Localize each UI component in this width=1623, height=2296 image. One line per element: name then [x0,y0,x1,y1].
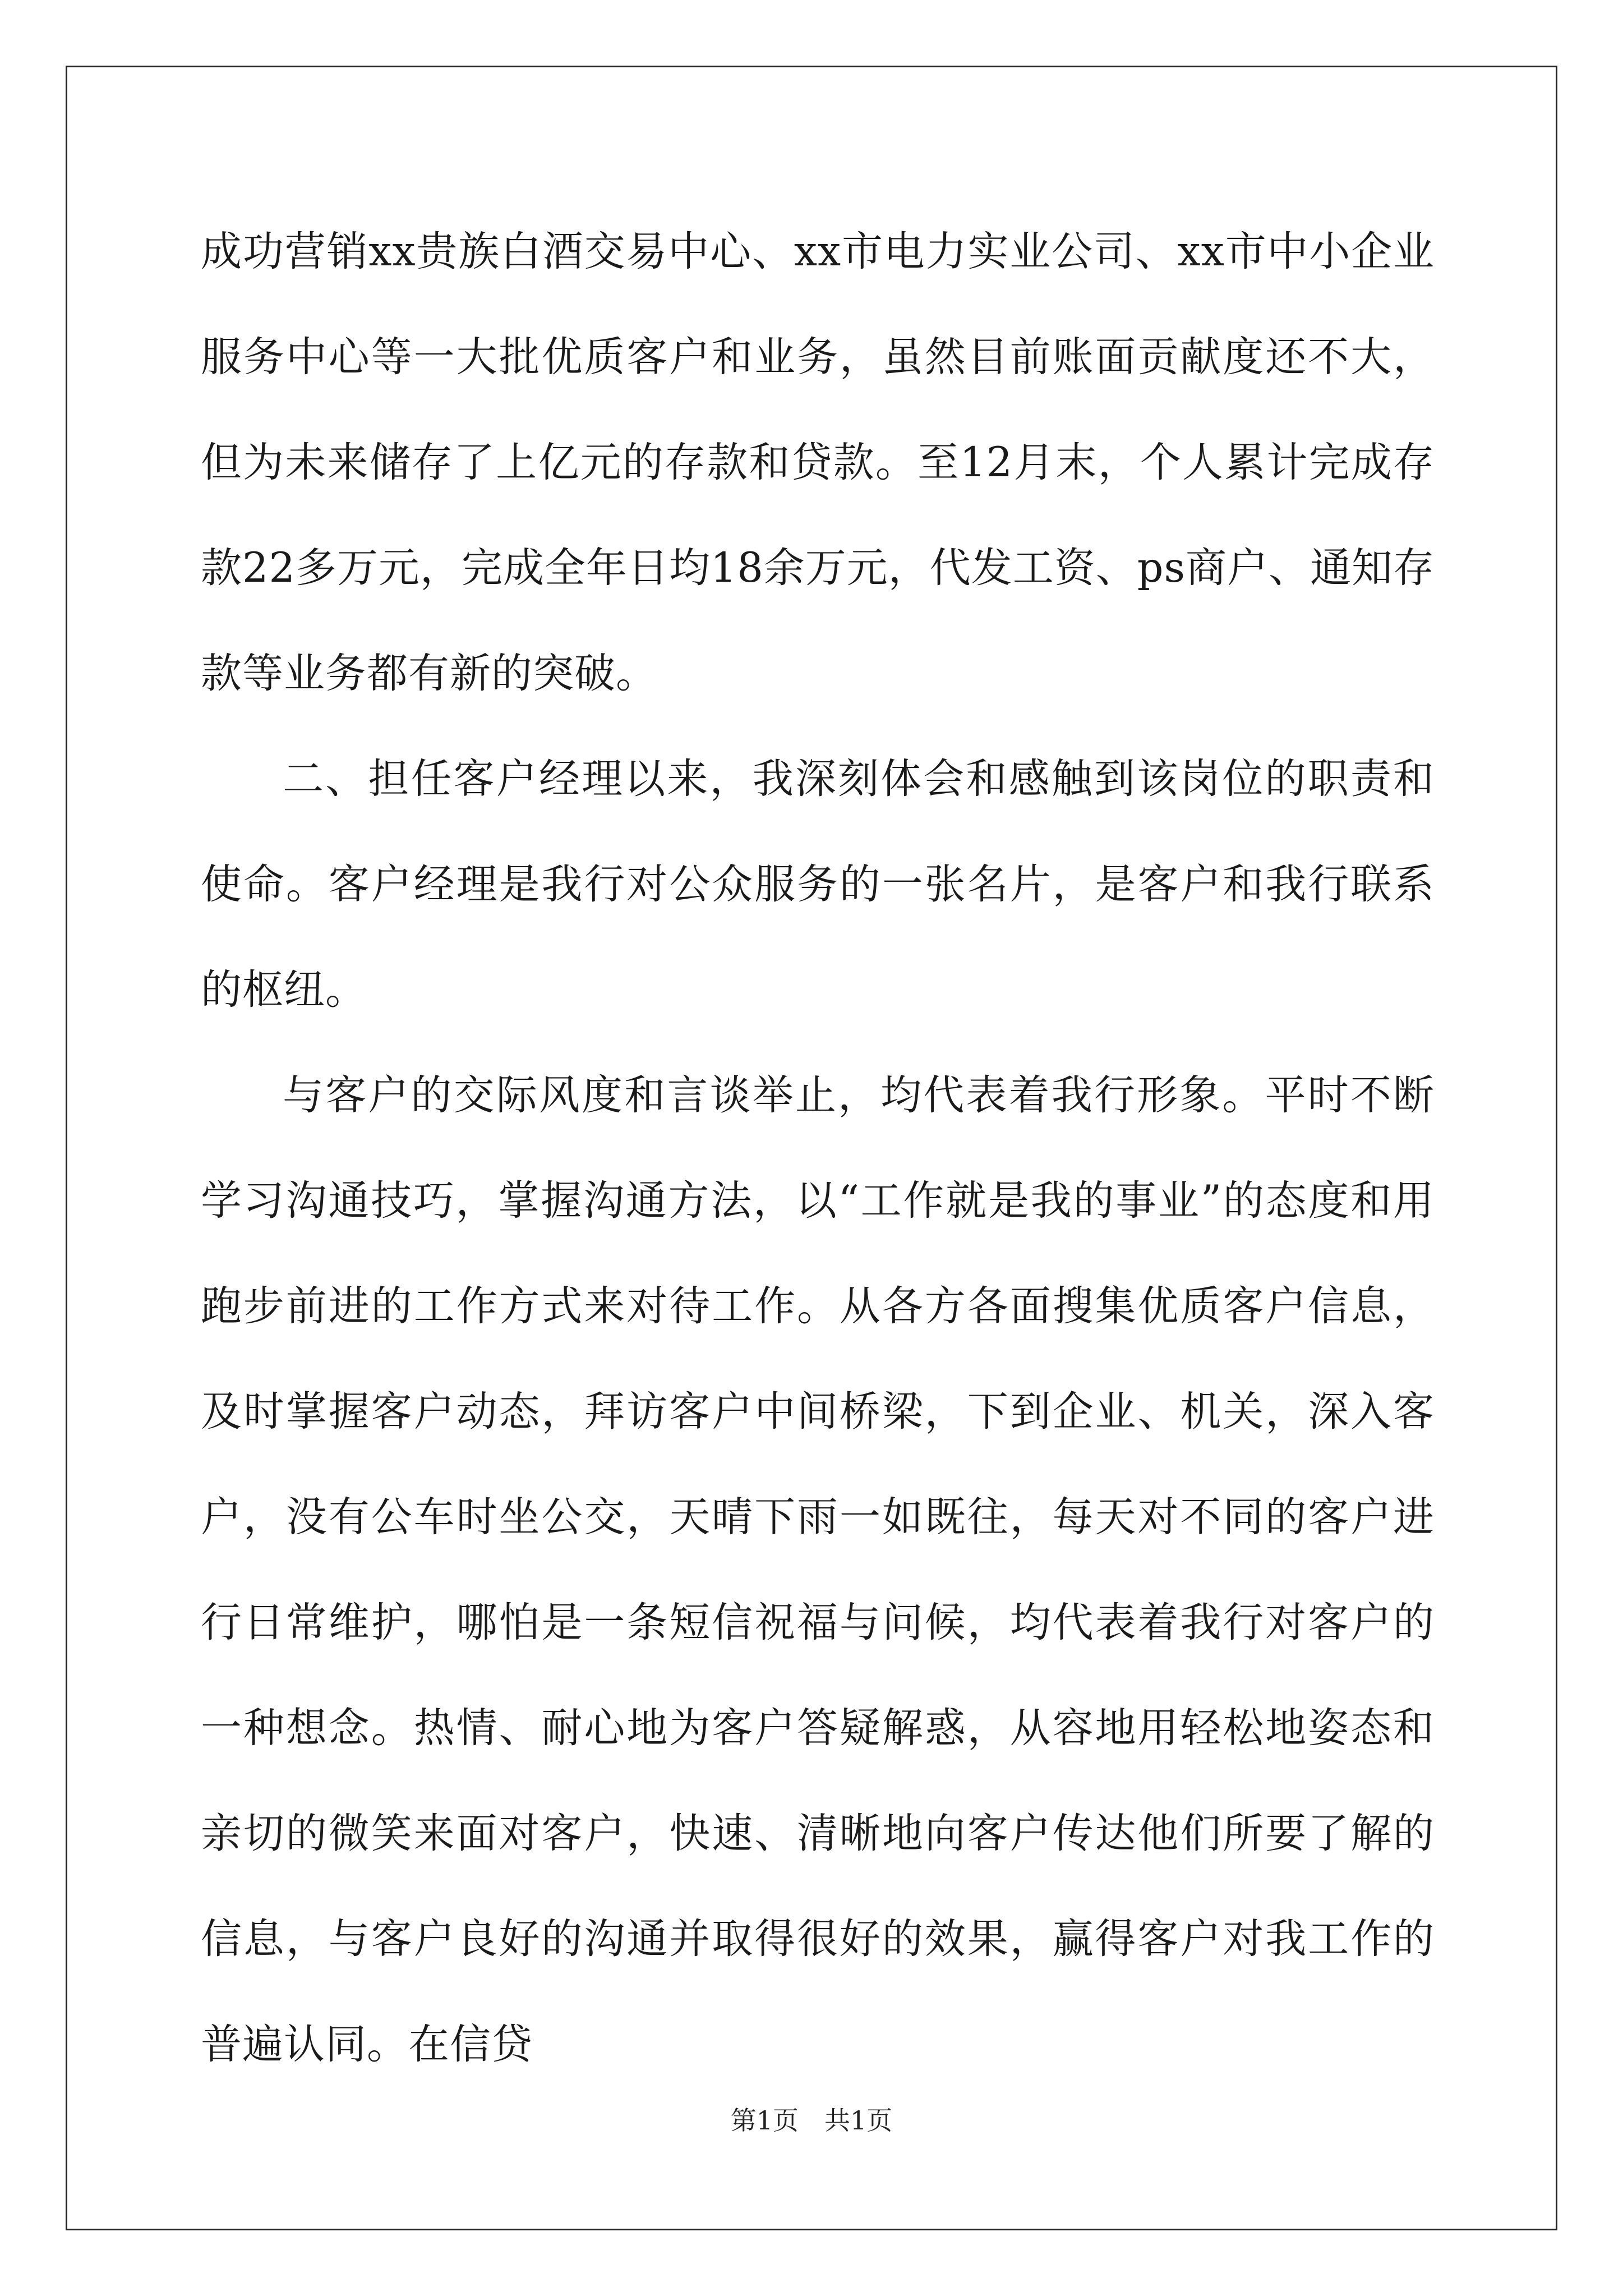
paragraph-3: 与客户的交际风度和言谈举止，均代表着我行形象。平时不断学习沟通技巧，掌握沟通方法，以“工作就是我的事业”的态度和用跑步前进的工作方式来对待工作。从各方各面搜集优质客户信息，及时掌握客户动态，拜访客户中间桥梁，下到企业、机关，深入客户，没有公车时坐公交，天晴下雨一如既往，每天对不同的客户进行日常维护，哪怕是一条短信祝福与问候，均代表着我行对客户的一种想念。热情、耐心地为客户答疑解惑，从容地用轻松地姿态和亲切的微笑来面对客户，快速、清晰地向客户传达他们所要了解的信息，与客户良好的沟通并取得很好的效果，赢得客户对我工作的普遍认同。在信贷 [201,1071,1435,2068]
paragraph-2: 二、担任客户经理以来，我深刻体会和感触到该岗位的职责和使命。客户经理是我行对公众服务的一张名片，是客户和我行联系的枢纽。 [201,755,1435,1014]
page-number-footer: 第1页 共1页 [730,2105,893,2136]
paragraph-1: 成功营销xx贵族白酒交易中心、xx市电力实业公司、xx市中小企业服务中心等一大批优质客户和业务，虽然目前账面贡献度还不大，但为未来储存了上亿元的存款和贷款。至12月末，个人累计完成存款22多万元，完成全年日均18余万元，代发工资、ps商户、通知存款等业务都有新的突破。 [201,228,1435,697]
document-body [201,199,1435,2097]
